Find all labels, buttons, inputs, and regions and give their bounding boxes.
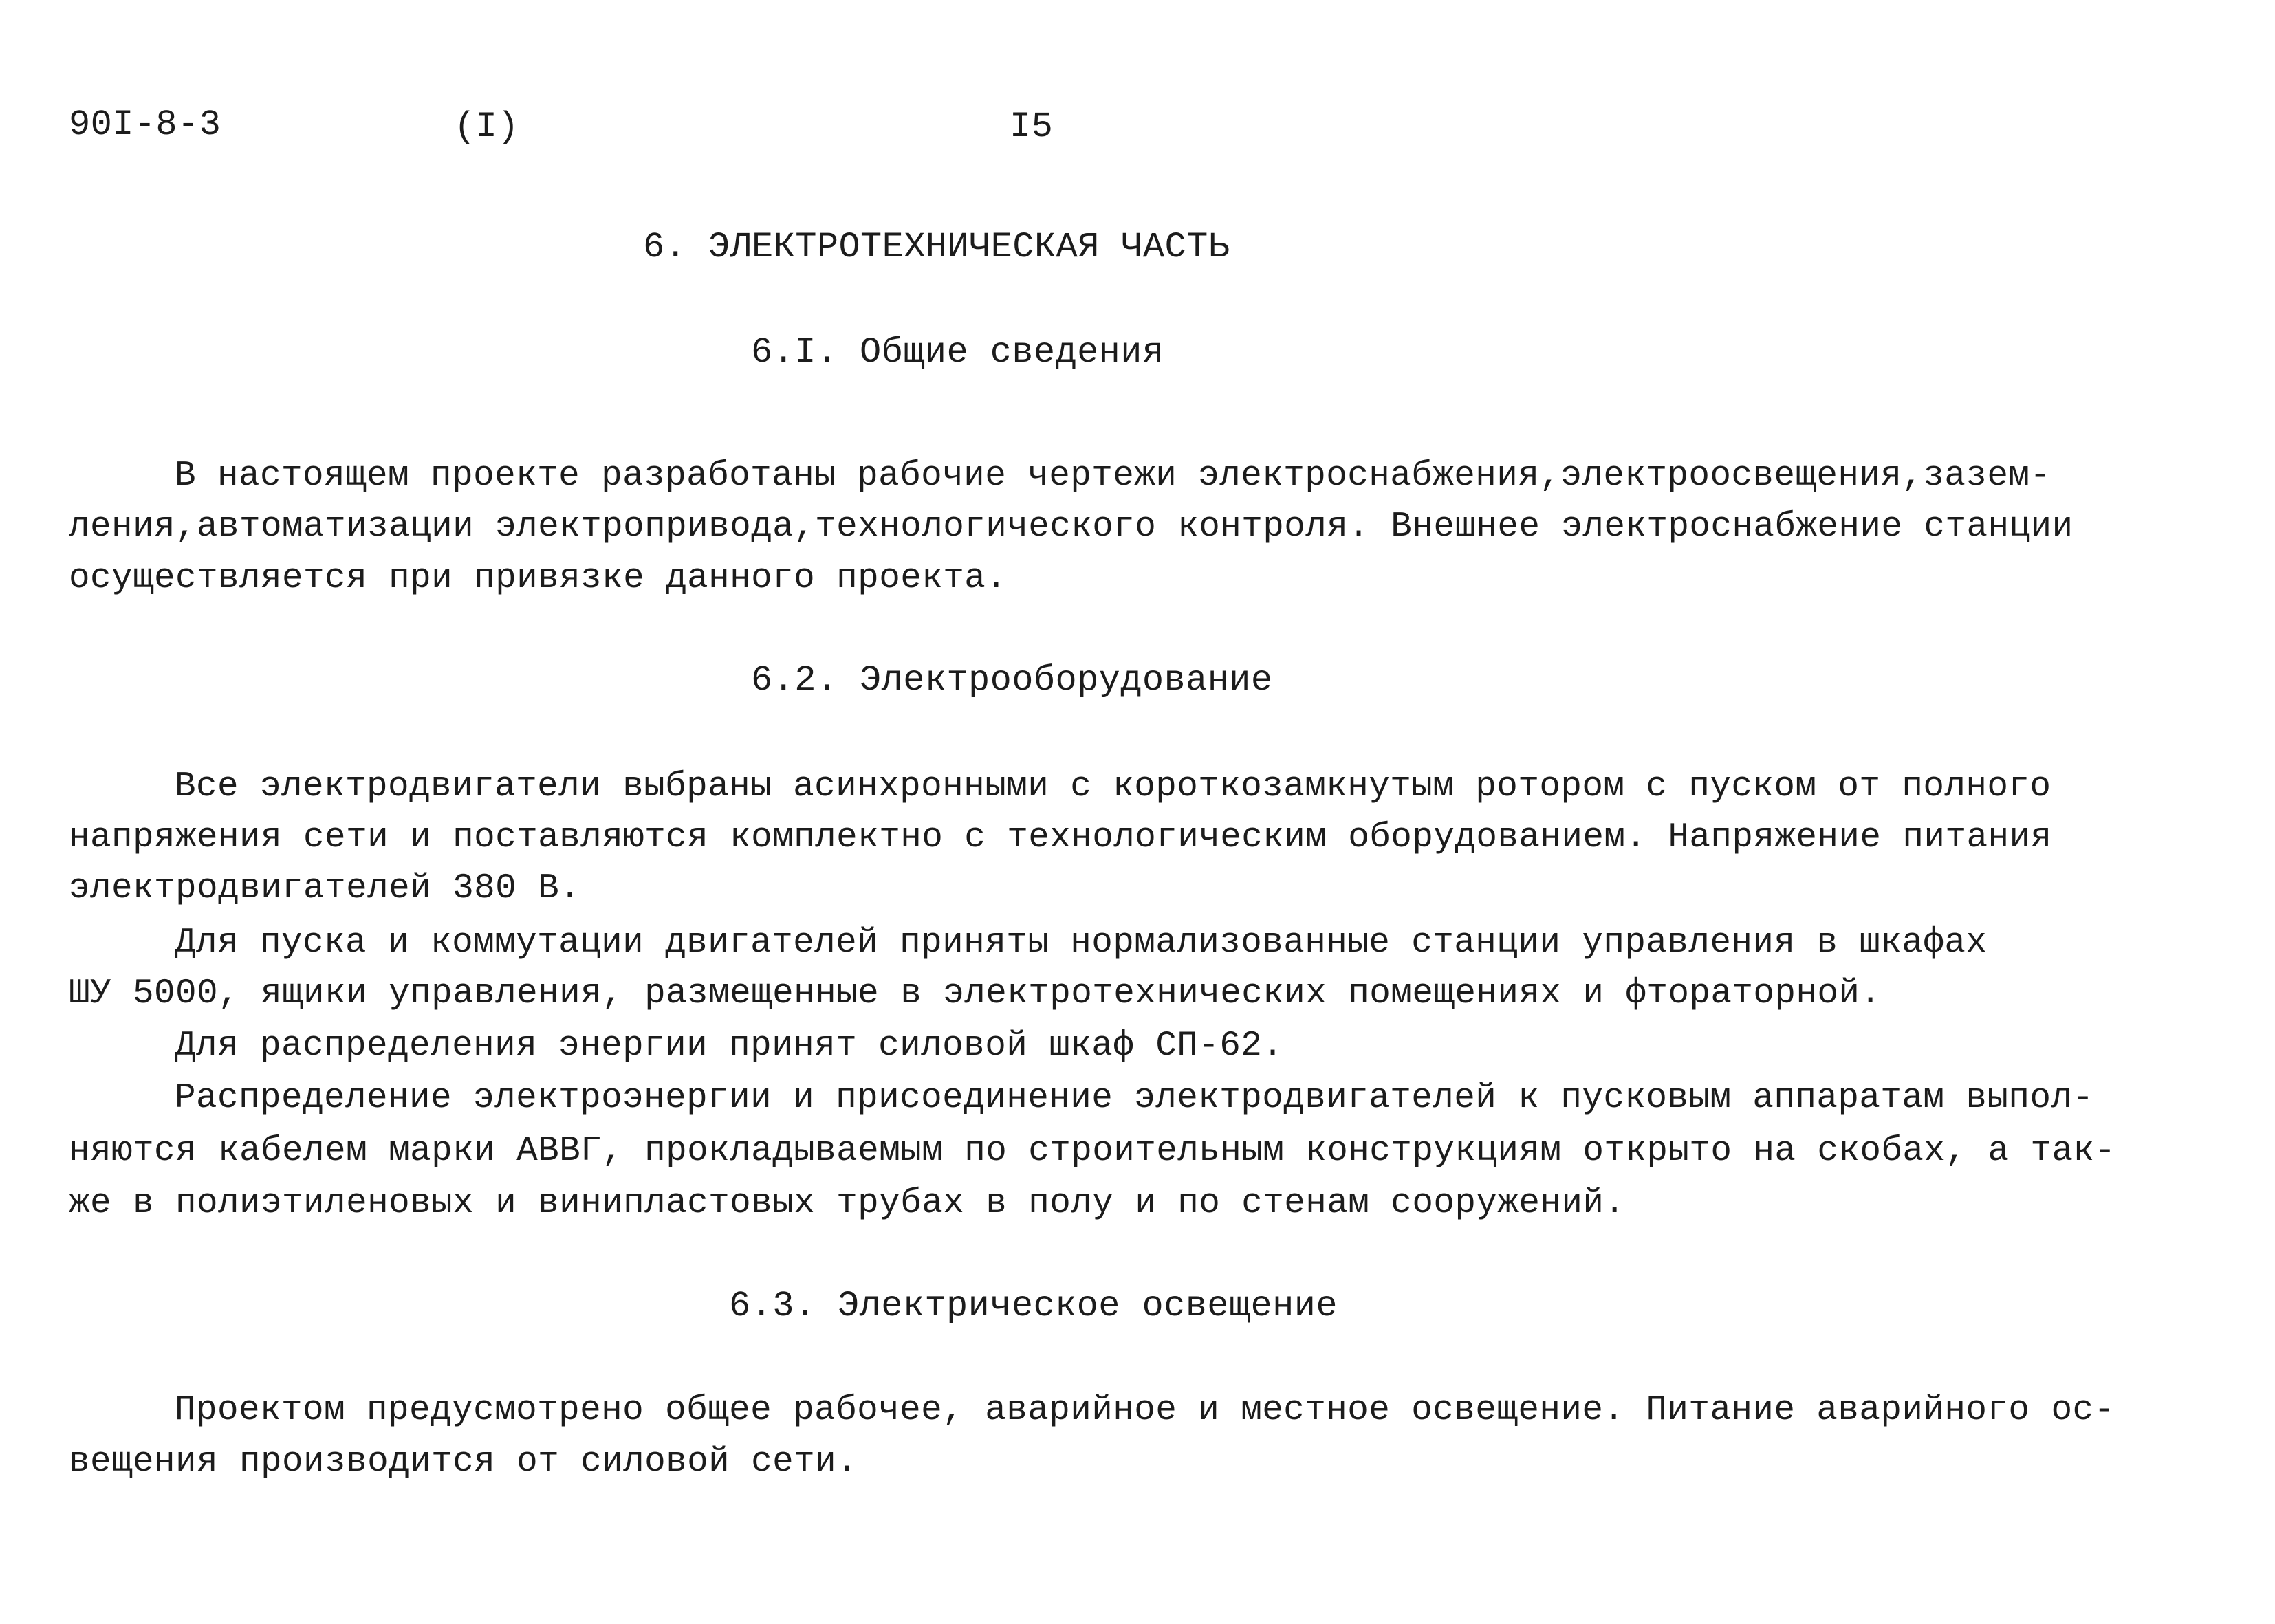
paragraph-line: Проектом предусмотрено общее рабочее, аварийное и местное освещение. Питание аварийного ос- <box>175 1391 2115 1430</box>
document-part: (I) <box>454 107 519 147</box>
paragraph-line: осуществляется при привязке данного проекта. <box>69 559 1008 598</box>
paragraph-line: Все электродвигатели выбраны асинхронными с короткозамкнутым ротором с пуском от полного <box>175 767 2051 806</box>
paragraph-line: напряжения сети и поставляются комплектно с технологическим оборудованием. Напряжение питания <box>69 818 2052 857</box>
paragraph-line: электродвигателей 380 В. <box>69 869 581 908</box>
paragraph-line: вещения производится от силовой сети. <box>69 1442 858 1482</box>
paragraph-line: ления,автоматизации электропривода,технологического контроля. Внешнее электроснабжение станции <box>69 507 2073 547</box>
document-code: 90I-8-3 <box>69 105 221 145</box>
subsection-title-6-1: 6.I. Общие сведения <box>751 332 1164 373</box>
section-title: 6. ЭЛЕКТРОТЕХНИЧЕСКАЯ ЧАСТЬ <box>643 227 1230 267</box>
page-number: I5 <box>1010 107 1054 147</box>
paragraph-line: В настоящем проекте разработаны рабочие чертежи электроснабжения,электроосвещения,зазем- <box>175 457 2051 496</box>
paragraph-line: Распределение электроэнергии и присоединение электродвигателей к пусковым аппаратам выпол- <box>175 1079 2094 1118</box>
subsection-title-6-3: 6.3. Электрическое освещение <box>729 1286 1338 1326</box>
paragraph-line: Для распределения энергии принят силовой шкаф СП-62. <box>175 1027 1284 1066</box>
paragraph-line: же в полиэтиленовых и винипластовых трубах в полу и по стенам сооружений. <box>69 1184 1626 1223</box>
paragraph-line: Для пуска и коммутации двигателей приняты нормализованные станции управления в шкафах <box>175 923 1988 963</box>
paragraph-line: ШУ 5000, ящики управления, размещенные в электротехнических помещениях и фтораторной. <box>69 974 1882 1013</box>
paragraph-line: няются кабелем марки АВВГ, прокладываемым по строительным конструкциям открыто на скобах, а так- <box>69 1132 2116 1171</box>
subsection-title-6-2: 6.2. Электрооборудование <box>751 660 1273 701</box>
